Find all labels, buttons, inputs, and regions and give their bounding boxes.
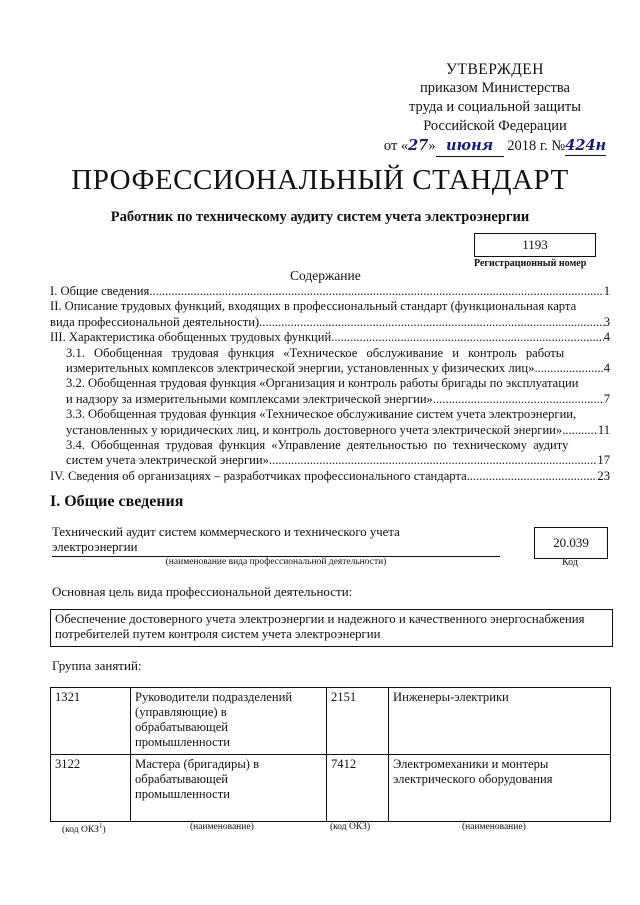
activity-code-caption: Код <box>562 557 578 568</box>
occupation-name-cell: Руководители подразделений (управляющие) в обрабатывающей промышленности <box>131 688 327 755</box>
activity-name-field: Технический аудит систем коммерческого и технического учета электроэнергии <box>52 525 500 557</box>
okz-code-cell: 2151 <box>327 688 389 755</box>
activity-code-box: 20.039 <box>534 527 608 559</box>
approval-line-2: труда и социальной защиты <box>409 99 581 115</box>
toc-item[interactable]: I. Общие сведения ..... 1 <box>50 284 610 299</box>
goal-label: Основная цель вида профессиональной деятельности: <box>52 584 353 599</box>
okz-code-cell: 3122 <box>51 755 131 822</box>
table-row <box>51 755 611 822</box>
group-label: Группа занятий: <box>52 658 142 673</box>
table-row <box>51 688 611 755</box>
toc-item[interactable]: 3.3. Обобщенная трудовая функция «Техническое обслуживание систем учета электроэнергии, <box>66 407 577 422</box>
toc-item[interactable]: III. Характеристика обобщенных трудовых функций ..... 4 <box>50 330 610 345</box>
registration-number-box: 1193 <box>474 233 596 257</box>
document-subtitle: Работник по техническому аудиту систем учета электроэнергии <box>110 209 530 225</box>
handwritten-day: 27 <box>408 137 429 154</box>
activity-caption: (наименование вида профессиональной деятельности) <box>165 557 387 567</box>
toc-item[interactable]: II. Описание трудовых функций, входящих в профессиональный стандарт (функциональная карта <box>50 299 577 314</box>
occupation-name-cell: Мастера (бригадиры) в обрабатывающей промышленности <box>131 755 327 822</box>
occupation-name-cell: Электромеханики и монтеры электрического оборудования <box>389 755 611 822</box>
document-title: ПРОФЕССИОНАЛЬНЫЙ СТАНДАРТ <box>71 164 569 196</box>
toc-item[interactable]: 3.1. Обобщенная трудовая функция «Техническое обслуживание и контроль работы <box>66 345 565 360</box>
toc-item[interactable]: IV. Сведения об организациях – разработчиках профессионального стандарта ..... 23 <box>50 469 610 484</box>
approval-line-3: Российской Федерации <box>423 118 567 134</box>
approval-date: от «27» июня 2018 г. №424н <box>360 136 630 157</box>
approval-line-1: приказом Министерства <box>420 80 570 96</box>
occupation-group-table <box>50 687 611 822</box>
okz-code-cell: 7412 <box>327 755 389 822</box>
handwritten-month: июня <box>446 137 494 154</box>
caption-name-2: (наименование) <box>462 822 526 832</box>
approval-block <box>360 60 630 157</box>
handwritten-number: 424н <box>565 137 607 154</box>
registration-number-label: Регистрационный номер <box>474 258 587 269</box>
occupation-name-cell: Инженеры-электрики <box>389 688 611 755</box>
toc-item[interactable]: 3.4. Обобщенная трудовая функция «Управление деятельностью по техническому аудиту <box>66 438 569 453</box>
table-of-contents: I. Общие сведения ..... 1 II. Описание трудовых функций, входящих в профессиональный стандарт (функциональная карта вида профессиональной деятельности) ..... 3 III. Характеристика обобщенных трудовых функций ..... 4 3.1. Обобщенная трудовая функция «Техническое обслуживание и контроль работы измерительных комплексов электрической энергии, установленных у физических лиц» ..... 4 3.2. Обобщенная трудовая функция «Организация и контроль работы бригады по эксплуатации и надзору за измерительными комплексами электрической энергии» ..... 7 3.3. Обобщенная трудовая функция «Техническое обслуживание систем учета электроэнергии, установленных у юридических лиц, и контроль достоверного учета электрической энергии» ..... 11 3.4. Обобщенная трудовая функция «Управление деятельностью по техническому аудиту систем учета электрической энергии» ..... 17 IV. Сведения об организациях – разработчиках профессионального стандарта ..... 23 <box>50 284 610 484</box>
contents-heading: Содержание <box>290 268 361 283</box>
okz-code-cell: 1321 <box>51 688 131 755</box>
caption-okz-code-2: (код ОКЗ) <box>330 822 371 832</box>
toc-item[interactable]: 3.2. Обобщенная трудовая функция «Организация и контроль работы бригады по эксплуатации <box>66 376 579 391</box>
approval-title: УТВЕРЖДЕН <box>446 61 544 78</box>
caption-name: (наименование) <box>190 822 254 832</box>
caption-okz-code: (код ОКЗ$^1$) <box>62 822 106 836</box>
goal-box: Обеспечение достоверного учета электроэнергии и надежного и качественного энергоснабжения потребителей путем контроля систем учета электроэнергии <box>50 609 613 647</box>
section-heading: I. Общие сведения <box>50 493 184 510</box>
